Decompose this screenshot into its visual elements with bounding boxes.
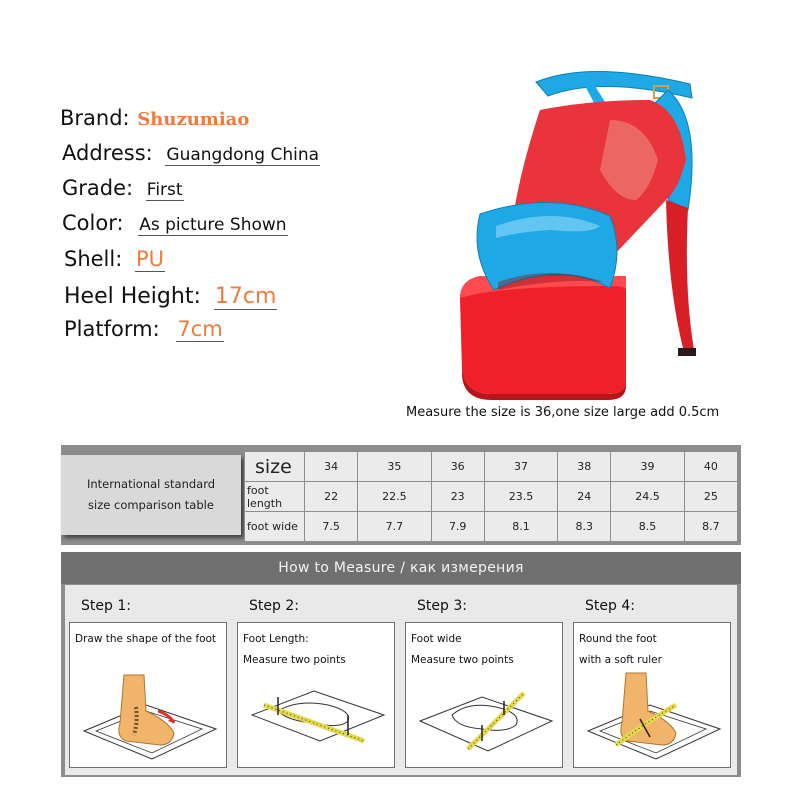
table-cell: 40: [684, 452, 737, 482]
table-cell: 24.5: [611, 482, 684, 512]
step-line1: Foot Length:: [243, 633, 309, 645]
size-caption-line2: size comparison table: [88, 498, 214, 512]
heel-height-row: [64, 284, 277, 309]
brand-label: Brand:: [60, 106, 130, 130]
step-description: [75, 629, 216, 650]
how-to-measure-panel: [61, 552, 741, 777]
color-label: Color:: [62, 211, 124, 235]
measure-note: Measure the size is 36,one size large add 0.5cm: [406, 405, 720, 420]
table-cell: 8.3: [558, 512, 611, 542]
heel-height-label: Heel Height:: [64, 284, 201, 309]
table-cell: 38: [558, 452, 611, 482]
table-cell: 37: [484, 452, 557, 482]
platform-value: 7cm: [177, 317, 223, 341]
step-card: [405, 622, 563, 768]
step-line2: Measure two points: [411, 654, 514, 666]
address-value: Guangdong China: [166, 145, 320, 165]
table-cell: 35: [358, 452, 431, 482]
table-cell: 7.9: [431, 512, 484, 542]
step-1: [65, 585, 231, 775]
step-card: [69, 622, 227, 768]
step-3: [401, 585, 567, 775]
step-line1: Round the foot: [579, 633, 657, 645]
table-cell: 8.7: [684, 512, 737, 542]
how-to-measure-title: How to Measure / как измерения: [278, 560, 524, 576]
address-row: [62, 141, 320, 165]
step-4: [569, 585, 735, 775]
shell-label: Shell:: [64, 247, 123, 271]
table-cell: 22.5: [358, 482, 431, 512]
grade-row: [62, 176, 184, 200]
row-header: foot length: [245, 482, 305, 512]
step-title: Step 2:: [249, 598, 299, 614]
foot-soft-ruler-icon: [580, 671, 726, 763]
step-description: [243, 629, 346, 671]
table-cell: 36: [431, 452, 484, 482]
measure-steps: [65, 585, 737, 775]
table-cell: 7.7: [358, 512, 431, 542]
step-card: [573, 622, 731, 768]
foot-width-ruler-icon: [412, 671, 558, 763]
row-header: foot wide: [245, 512, 305, 542]
foot-length-ruler-icon: [244, 671, 390, 763]
grade-value: First: [146, 180, 183, 200]
table-cell: 8.1: [484, 512, 557, 542]
step-line2: Measure two points: [243, 654, 346, 666]
platform-label: Platform:: [64, 317, 160, 341]
row-header: size: [245, 452, 305, 482]
color-row: [62, 211, 288, 235]
brand-value: Shuzumiao: [137, 109, 250, 130]
table-cell: 24: [558, 482, 611, 512]
size-table: [244, 451, 738, 542]
step-line1: Foot wide: [411, 633, 462, 645]
brand-row: [60, 106, 250, 130]
step-title: Step 3:: [417, 598, 467, 614]
size-comparison-panel: [61, 445, 741, 545]
how-to-measure-header: [61, 552, 741, 584]
shell-row: [64, 247, 165, 271]
table-cell: 39: [611, 452, 684, 482]
shell-value: PU: [136, 247, 165, 271]
table-cell: 23.5: [484, 482, 557, 512]
foot-length-row: [245, 482, 738, 512]
step-card: [237, 622, 395, 768]
size-row: [245, 452, 738, 482]
table-cell: 34: [305, 452, 358, 482]
table-cell: 7.5: [305, 512, 358, 542]
table-cell: 22: [305, 482, 358, 512]
table-cell: 25: [684, 482, 737, 512]
step-line1: Draw the shape of the foot: [75, 633, 217, 645]
size-caption-line1: International standard: [86, 477, 216, 491]
color-value: As picture Shown: [139, 215, 287, 235]
step-description: [579, 629, 662, 671]
step-description: [411, 629, 514, 671]
foot-outline-icon: [76, 671, 222, 763]
table-cell: 8.5: [611, 512, 684, 542]
heel-height-value: 17cm: [214, 284, 277, 309]
step-2: [233, 585, 399, 775]
platform-row: [64, 317, 224, 341]
foot-wide-row: [245, 512, 738, 542]
table-cell: 23: [431, 482, 484, 512]
address-label: Address:: [62, 141, 153, 165]
grade-label: Grade:: [62, 176, 134, 200]
step-title: Step 4:: [585, 598, 635, 614]
size-table-caption: [61, 455, 241, 535]
platform-sandal-image: [440, 50, 740, 400]
step-line2: with a soft ruler: [579, 654, 662, 666]
step-title: Step 1:: [81, 598, 131, 614]
